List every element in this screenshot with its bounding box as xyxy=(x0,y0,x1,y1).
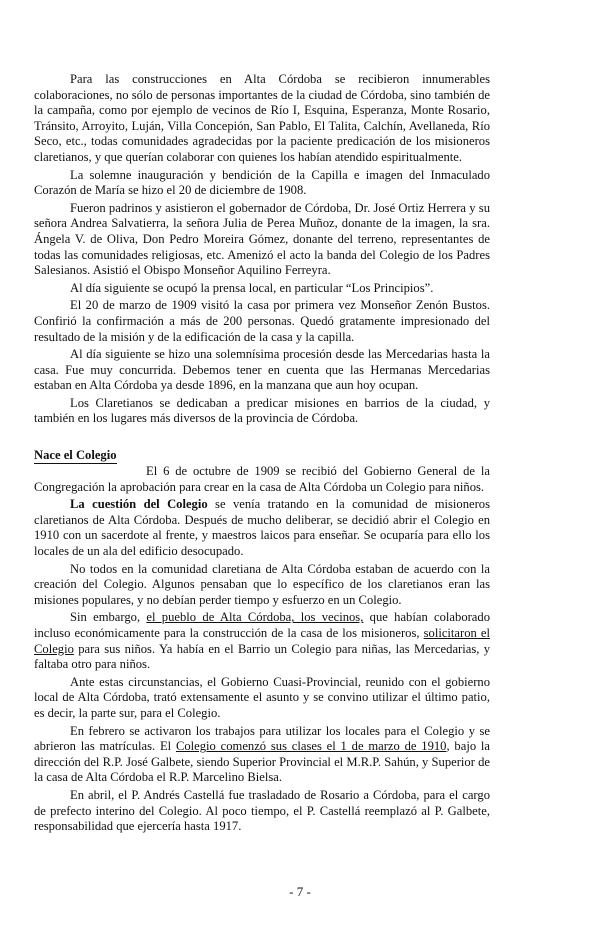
underlined-phrase: el pueblo de Alta Córdoba, los vecinos, xyxy=(146,610,364,625)
section-heading: Nace el Colegio xyxy=(34,448,117,463)
paragraph-monsenor-bustos: El 20 de marzo de 1909 visitó la casa por primera vez Monseñor Zenón Bustos. Confirió la confirmación a más de 200 personas. Quedó gratamente impresionado del resultado de la misión y de la edificación de la casa y la capilla. xyxy=(34,298,490,344)
paragraph-padrinos: Fueron padrinos y asistieron el gobernador de Córdoba, Dr. José Ortiz Herrera y su señora Andrea Salvatierra, la señora Julia de Perea Muñoz, donante de la imagen, la sra. Ángela V. de Oliva, Don Pedro Moreira Gómez, donante del terreno, representantes de todas las comunidades religiosas, etc. Amenizó el acto la banda del Colegio de los Padres Salesianos. Asistió el Obispo Monseñor Aquilino Ferreyra. xyxy=(34,200,490,278)
text-run: En febrero se activaron los trabajos para utilizar los locales para el Colegio y se abrieron las matrículas. El xyxy=(34,723,490,754)
page-number: - 7 - xyxy=(289,884,311,899)
underlined-phrase: solicitaron el Colegio xyxy=(34,626,490,656)
bold-phrase: La cuestión del Colegio xyxy=(70,497,208,512)
text-run: se venía tratando en la comunidad de misioneros claretianos de Alta Córdoba. Después de mucho deliberar, se decidió abrir el Colegio en 1910 con un sacerdote al frente, y maestros laicos para enseñar. Se ocuparía para ello los locales de un ala del edificio desocupado. xyxy=(34,497,490,559)
paragraph-aprobacion: El 6 de octubre de 1909 se recibió del Gobierno General de la Congregación la aprobación para crear en la casa de Alta Córdoba un Colegio para niños. xyxy=(34,464,490,494)
paragraph-no-todos: No todos en la comunidad claretiana de Alta Córdoba estaban de acuerdo con la creación del Colegio. Algunos pensaban que lo específico de los claretianos eran las misiones populares, y no debían perder tiempo y esfuerzo en un Colegio. xyxy=(34,561,490,607)
underlined-phrase: Colegio comenzó sus clases el 1 de marzo de 1910 xyxy=(175,739,447,754)
paragraph-en-febrero xyxy=(34,724,490,786)
paragraph-procesion: Al día siguiente se hizo una solemnísima procesión desde las Mercedarias hasta la casa. Fue muy concurrida. Debemos tener en cuenta que las Hermanas Mercedarias estaban en Alta Córdoba ya desde 1896, en la manzana que aun hoy ocupan. xyxy=(34,347,490,393)
paragraph-sin-embargo xyxy=(34,610,490,672)
text-run: Sin embargo, xyxy=(70,610,147,625)
paragraph-prensa: Al día siguiente se ocupó la prensa local, en particular “Los Principios”. xyxy=(70,280,434,295)
text-run: que habían colaborado incluso económicamente para la construcción de la casa de los misioneros, xyxy=(34,610,490,640)
text-run: para sus niños. Ya había en el Barrio un Colegio para niñas, las Mercedarias, y faltaba otro para niños. xyxy=(34,641,490,672)
document-body xyxy=(34,72,490,837)
paragraph-inauguracion: La solemne inauguración y bendición de la Capilla e imagen del Inmaculado Corazón de María se hizo el 20 de diciembre de 1908. xyxy=(34,167,490,198)
paragraph-en-abril: En abril, el P. Andrés Castellá fue trasladado de Rosario a Córdoba, para el cargo de prefecto interino del Colegio. Al poco tiempo, el P. Castellá reemplazó al P. Galbete, responsabilidad que ejercería hasta 1917. xyxy=(34,787,490,834)
paragraph-colaboraciones: Para las construcciones en Alta Córdoba se recibieron innumerables colaboraciones, no sólo de personas importantes de la ciudad de Córdoba, sino también de la campaña, como por ejemplo de vecinos de Río I, Esquina, Esperanza, Monte Rosario, Tránsito, Arroyito, Luján, Villa Concepión, San Pablo, El Talita, Calchín, Avellaneda, Río Seco, etc., todas comunidades agradecidas por la paciente predicación de los misioneros claretianos, y que querían colaborar con quienes los habían atendido espiritualmente. xyxy=(34,72,490,164)
paragraph-cuestion xyxy=(34,497,490,559)
paragraph-misiones: Los Claretianos se dedicaban a predicar misiones en barrios de la ciudad, y también en los lugares más diversos de la provincia de Córdoba. xyxy=(34,395,490,426)
paragraph-ante-estas: Ante estas circunstancias, el Gobierno Cuasi-Provincial, reunido con el gobierno local de Alta Córdoba, trató extensamente el asunto y se convino utilizar el último patio, es decir, la parte sur, para el Colegio. xyxy=(34,674,490,720)
text-run: , bajo la dirección del R.P. José Galbete, siendo Superior Provincial el M.R.P. Sahún, y Superior de la casa de Alta Córdoba el R.P. Marcelino Bielsa. xyxy=(34,739,491,785)
